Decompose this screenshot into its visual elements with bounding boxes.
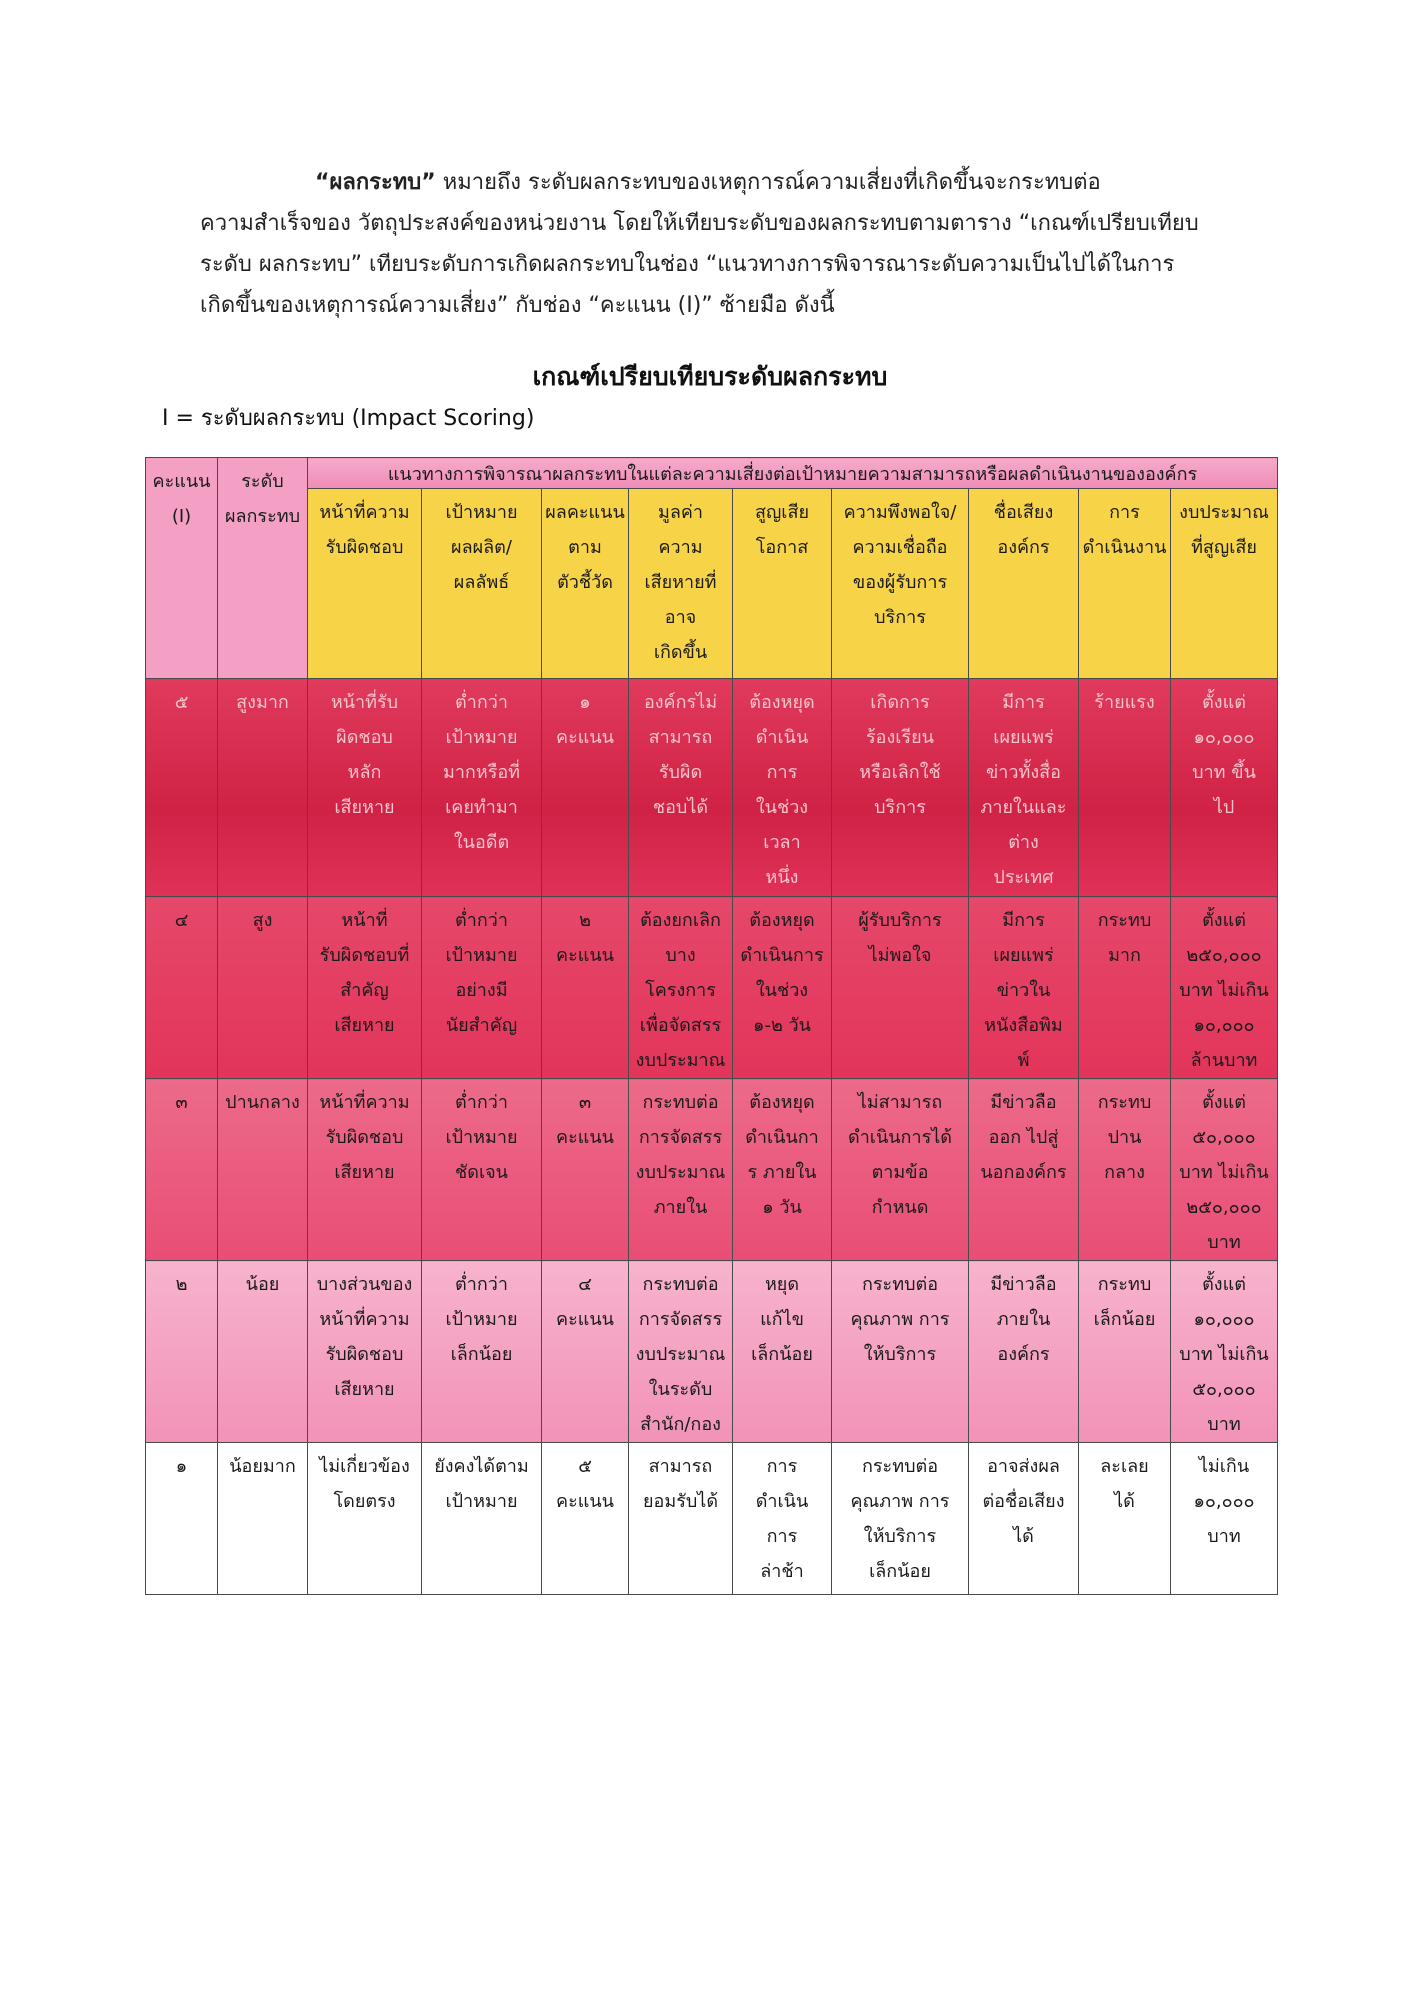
impact-criteria-table: [145, 457, 1278, 1595]
cell-damage-value: สามารถ ยอมรับได้: [629, 1443, 733, 1595]
header-columns-row: [146, 489, 1278, 679]
cell-reputation: มีข่าวลือ ภายใน องค์กร: [969, 1261, 1079, 1443]
header-responsibility: หน้าที่ความ รับผิดชอบ: [308, 489, 422, 679]
cell-kpi-score: ๔ คะแนน: [542, 1261, 629, 1443]
table-row: [146, 897, 1278, 1079]
intro-line-3: ระดับ ผลกระทบ” เทียบระดับการเกิดผลกระทบในช่อง “แนวทางการพิจารณาระดับความเป็นไปได้ในการ: [200, 252, 1175, 277]
row-score: ๑: [146, 1443, 218, 1595]
cell-responsibility: หน้าที่ รับผิดชอบที่ สำคัญ เสียหาย: [308, 897, 422, 1079]
cell-operation: ละเลย ได้: [1079, 1443, 1171, 1595]
cell-target: ต่ำกว่า เป้าหมาย มากหรือที่ เคยทำมา ในอดีต: [422, 679, 542, 897]
cell-opportunity-loss: ต้องหยุด ดำเนิน การ ในช่วง เวลา หนึ่ง: [733, 679, 832, 897]
cell-reputation: มีการ เผยแพร่ ข่าวทั้งสื่อ ภายในและ ต่าง ประเทศ: [969, 679, 1079, 897]
cell-reputation: อาจส่งผล ต่อชื่อเสียง ได้: [969, 1443, 1079, 1595]
header-satisfaction: ความพึงพอใจ/ ความเชื่อถือ ของผู้รับการ บริการ: [832, 489, 969, 679]
cell-operation: กระทบ เล็กน้อย: [1079, 1261, 1171, 1443]
cell-opportunity-loss: การ ดำเนิน การ ล่าช้า: [733, 1443, 832, 1595]
header-operation: การ ดำเนินงาน: [1079, 489, 1171, 679]
row-level: ปานกลาง: [218, 1079, 308, 1261]
cell-kpi-score: ๒ คะแนน: [542, 897, 629, 1079]
cell-satisfaction: ไม่สามารถ ดำเนินการได้ ตามข้อ กำหนด: [832, 1079, 969, 1261]
cell-kpi-score: ๓ คะแนน: [542, 1079, 629, 1261]
table-subtitle: I = ระดับผลกระทบ (Impact Scoring): [162, 406, 535, 431]
cell-target: ยังคงได้ตาม เป้าหมาย: [422, 1443, 542, 1595]
cell-operation: ร้ายแรง: [1079, 679, 1171, 897]
cell-opportunity-loss: ต้องหยุด ดำเนินการ ในช่วง ๑-๒ วัน: [733, 897, 832, 1079]
cell-satisfaction: กระทบต่อ คุณภาพ การ ให้บริการ: [832, 1261, 969, 1443]
table-row: [146, 1443, 1278, 1595]
row-level: น้อยมาก: [218, 1443, 308, 1595]
cell-responsibility: บางส่วนของ หน้าที่ความ รับผิดชอบ เสียหาย: [308, 1261, 422, 1443]
header-score: คะแนน (I): [146, 458, 218, 679]
cell-budget-loss: ไม่เกิน ๑๐,๐๐๐ บาท: [1171, 1443, 1278, 1595]
cell-kpi-score: ๕ คะแนน: [542, 1443, 629, 1595]
cell-damage-value: องค์กรไม่ สามารถ รับผิด ชอบได้: [629, 679, 733, 897]
header-guideline: แนวทางการพิจารณาผลกระทบในแต่ละความเสี่ยงต่อเป้าหมายความสามารถหรือผลดำเนินงานขององค์กร: [308, 458, 1278, 489]
cell-satisfaction: กระทบต่อ คุณภาพ การ ให้บริการ เล็กน้อย: [832, 1443, 969, 1595]
intro-line-2: ความสำเร็จของ วัตถุประสงค์ของหน่วยงาน โดยให้เทียบระดับของผลกระทบตามตาราง “เกณฑ์เปรียบเทียบ: [200, 211, 1199, 236]
cell-operation: กระทบ ปาน กลาง: [1079, 1079, 1171, 1261]
cell-satisfaction: ผู้รับบริการ ไม่พอใจ: [832, 897, 969, 1079]
intro-term: “ผลกระทบ”: [315, 170, 436, 195]
header-target: เป้าหมาย ผลผลิต/ ผลลัพธ์: [422, 489, 542, 679]
row-level: สูง: [218, 897, 308, 1079]
cell-damage-value: กระทบต่อ การจัดสรร งบประมาณ ภายใน: [629, 1079, 733, 1261]
cell-budget-loss: ตั้งแต่ ๑๐,๐๐๐ บาท ไม่เกิน ๕๐,๐๐๐ บาท: [1171, 1261, 1278, 1443]
cell-responsibility: หน้าที่รับ ผิดชอบ หลัก เสียหาย: [308, 679, 422, 897]
row-score: ๓: [146, 1079, 218, 1261]
header-damage-value: มูลค่า ความ เสียหายที่ อาจ เกิดขึ้น: [629, 489, 733, 679]
header-budget-loss: งบประมาณ ที่สูญเสีย: [1171, 489, 1278, 679]
table-title: เกณฑ์เปรียบเทียบระดับผลกระทบ: [532, 362, 888, 391]
cell-responsibility: ไม่เกี่ยวข้อง โดยตรง: [308, 1443, 422, 1595]
cell-reputation: มีข่าวลือ ออก ไปสู่ นอกองค์กร: [969, 1079, 1079, 1261]
row-level: น้อย: [218, 1261, 308, 1443]
cell-target: ต่ำกว่า เป้าหมาย เล็กน้อย: [422, 1261, 542, 1443]
header-opportunity-loss: สูญเสีย โอกาส: [733, 489, 832, 679]
table-row: [146, 1079, 1278, 1261]
header-level: ระดับ ผลกระทบ: [218, 458, 308, 679]
cell-target: ต่ำกว่า เป้าหมาย ชัดเจน: [422, 1079, 542, 1261]
cell-operation: กระทบ มาก: [1079, 897, 1171, 1079]
header-reputation: ชื่อเสียง องค์กร: [969, 489, 1079, 679]
cell-responsibility: หน้าที่ความ รับผิดชอบ เสียหาย: [308, 1079, 422, 1261]
cell-damage-value: ต้องยกเลิก บางโครงการ เพื่อจัดสรร งบประมาณ: [629, 897, 733, 1079]
intro-line-4: เกิดขึ้นของเหตุการณ์ความเสี่ยง” กับช่อง “คะแนน (I)” ซ้ายมือ ดังนี้: [200, 293, 835, 318]
row-score: ๔: [146, 897, 218, 1079]
table-row: [146, 1261, 1278, 1443]
cell-satisfaction: เกิดการ ร้องเรียน หรือเลิกใช้ บริการ: [832, 679, 969, 897]
row-level: สูงมาก: [218, 679, 308, 897]
intro-line-1: “ผลกระทบ” หมายถึง ระดับผลกระทบของเหตุการณ์ความเสี่ยงที่เกิดขึ้นจะกระทบต่อ: [315, 170, 1101, 195]
table-row: [146, 679, 1278, 897]
cell-target: ต่ำกว่า เป้าหมาย อย่างมี นัยสำคัญ: [422, 897, 542, 1079]
row-score: ๒: [146, 1261, 218, 1443]
cell-opportunity-loss: หยุด แก้ไข เล็กน้อย: [733, 1261, 832, 1443]
cell-reputation: มีการ เผยแพร่ ข่าวใน หนังสือพิม พ์: [969, 897, 1079, 1079]
cell-kpi-score: ๑ คะแนน: [542, 679, 629, 897]
cell-budget-loss: ตั้งแต่ ๑๐,๐๐๐ บาท ขึ้น ไป: [1171, 679, 1278, 897]
cell-opportunity-loss: ต้องหยุด ดำเนินกา ร ภายใน ๑ วัน: [733, 1079, 832, 1261]
intro-paragraph: [200, 162, 1240, 326]
cell-budget-loss: ตั้งแต่ ๒๕๐,๐๐๐ บาท ไม่เกิน ๑๐,๐๐๐ ล้านบาท: [1171, 897, 1278, 1079]
cell-damage-value: กระทบต่อ การจัดสรร งบประมาณ ในระดับ สำนัก/กอง: [629, 1261, 733, 1443]
header-kpi-score: ผลคะแนน ตาม ตัวชี้วัด: [542, 489, 629, 679]
header-row: [146, 458, 1278, 489]
row-score: ๕: [146, 679, 218, 897]
cell-budget-loss: ตั้งแต่ ๕๐,๐๐๐ บาท ไม่เกิน ๒๕๐,๐๐๐ บาท: [1171, 1079, 1278, 1261]
